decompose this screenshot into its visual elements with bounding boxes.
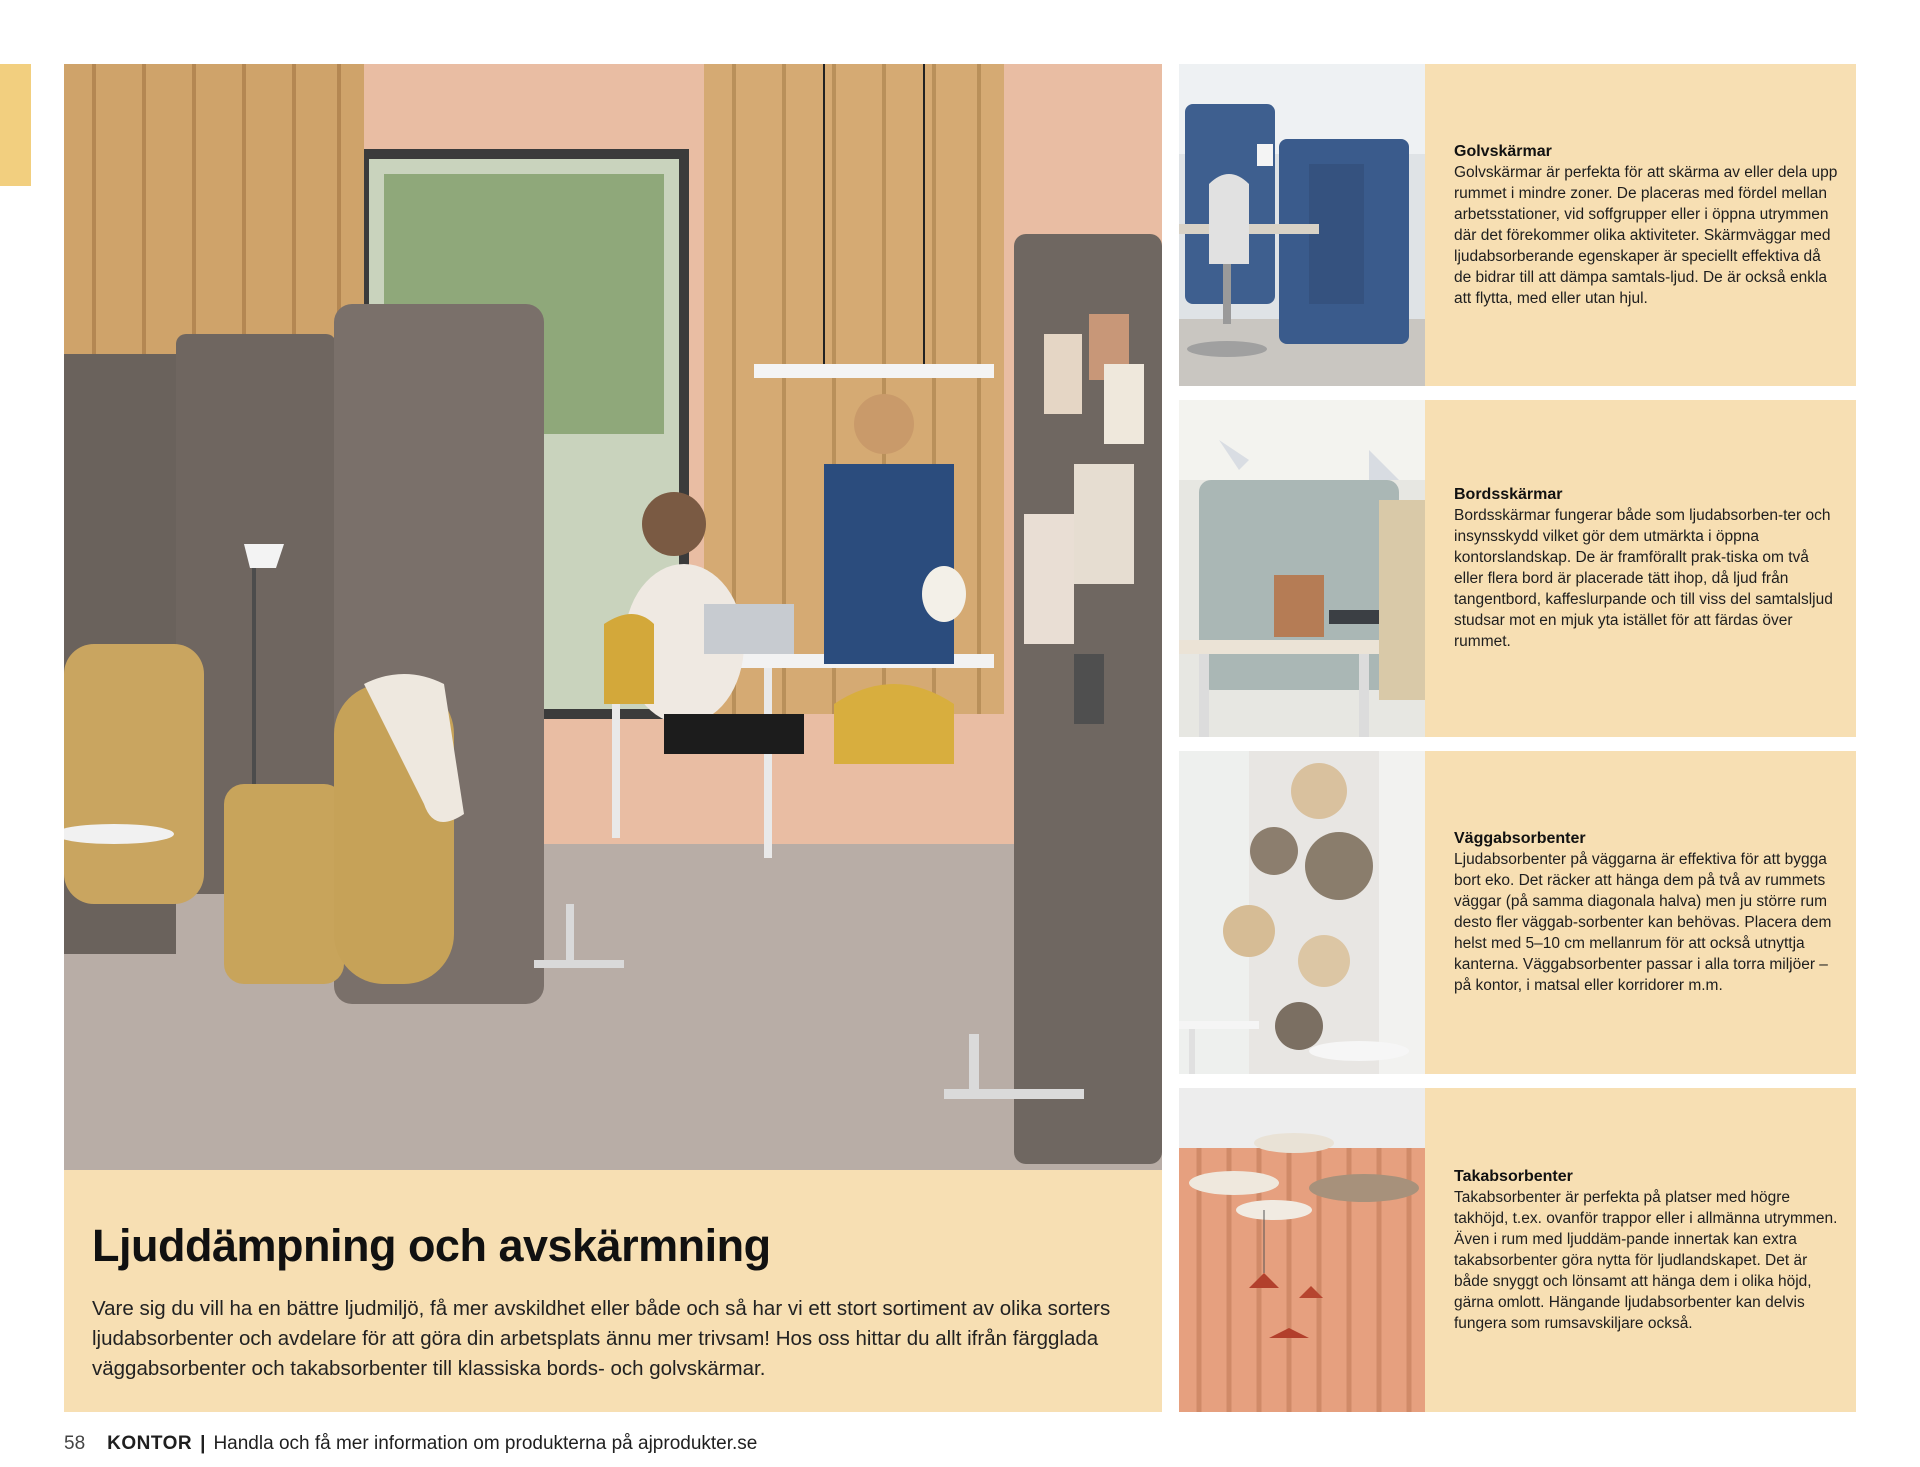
card-bordsskarmar xyxy=(1179,400,1856,737)
intro-panel xyxy=(64,1170,1162,1412)
section-edge-tab xyxy=(0,64,31,186)
card-text: Bordsskärmar fungerar både som ljudabsorben-ter och insynsskydd vilket gör dem utmärkta i öppna kontorslandskap. De är framförallt prak-tiska om två eller flera bord är placerade tätt ihop, då ljud från tangentbord, kaffeslurpande och till viss del samtalsljud studsar mot en mjuk yta istället för att färdas över rummet. xyxy=(1454,507,1833,650)
page-number: 58 xyxy=(64,1433,86,1454)
footer-text: Handla och få mer information om produkterna på ajprodukter.se xyxy=(213,1433,758,1454)
card-text: Takabsorbenter är perfekta på platser med högre takhöjd, t.ex. ovanför trappor eller i allmänna utrymmen. Även i rum med ljuddäm-pande innertak kan extra takabsorbenter göra nytta för ljudlandskapet. Det är både snyggt och lönsamt att hänga dem i olika höjd, gärna omlott. Hängande ljudabsorbenter kan delvis fungera som rumsavskiljare också. xyxy=(1454,1188,1838,1332)
card-title: Bordsskärmar xyxy=(1454,486,1563,503)
card-text: Golvskärmar är perfekta för att skärma av eller dela upp rummet i mindre zoner. De placeras med fördel mellan arbetsstationer, vid soffgrupper eller i öppna utrymmen där det förekommer olika aktiviteter. Skärmväggar med ljudabsorberande egenskaper är speciellt effektiva då de bidrar till att dämpa samtals-ljud. De är också enkla att flytta, med eller utan hjul. xyxy=(1454,163,1838,307)
intro-text: Vare sig du vill ha en bättre ljudmiljö, få mer avskildhet eller både och så har vi ett stort sortiment av olika sorters ljudabsorbenter och avdelare för att göra din arbetsplats ännu mer trivsam! Hos oss hittar du allt ifrån färgglada väggabsorbenter och takabsorbenter till klassiska bords- och golvskärmar. xyxy=(92,1297,1111,1380)
golvskarmar-photo xyxy=(1179,64,1425,386)
page-title: Ljuddämpning och avskärmning xyxy=(92,1220,771,1271)
card-title: Väggabsorbenter xyxy=(1454,830,1586,847)
card-golvskarmar xyxy=(1179,64,1856,386)
footer-separator: | xyxy=(200,1433,206,1454)
page-footer xyxy=(64,1433,757,1455)
bordsskarmar-photo xyxy=(1179,400,1425,737)
card-title: Takabsorbenter xyxy=(1454,1167,1573,1185)
section-label: KONTOR xyxy=(107,1433,193,1454)
card-vaggabsorbenter xyxy=(1179,751,1856,1074)
card-takabsorbenter xyxy=(1179,1088,1856,1412)
takabsorbenter-photo xyxy=(1179,1088,1425,1412)
hero-office-photo xyxy=(64,64,1162,1170)
card-text: Ljudabsorbenter på väggarna är effektiva för att bygga bort eko. Det räcker att hänga dem på två av rummets väggar (på samma diagonala halva) men ju större rum desto fler väggab-sorbenter kan behövas. Placera dem helst med 5–10 cm mellanrum för att också utnyttja kanterna. Väggabsorbenter passar i alla torra miljöer – på kontor, i matsal eller korridorer m.m. xyxy=(1454,851,1832,994)
vaggabsorbenter-photo xyxy=(1179,751,1425,1074)
card-title: Golvskärmar xyxy=(1454,142,1552,160)
